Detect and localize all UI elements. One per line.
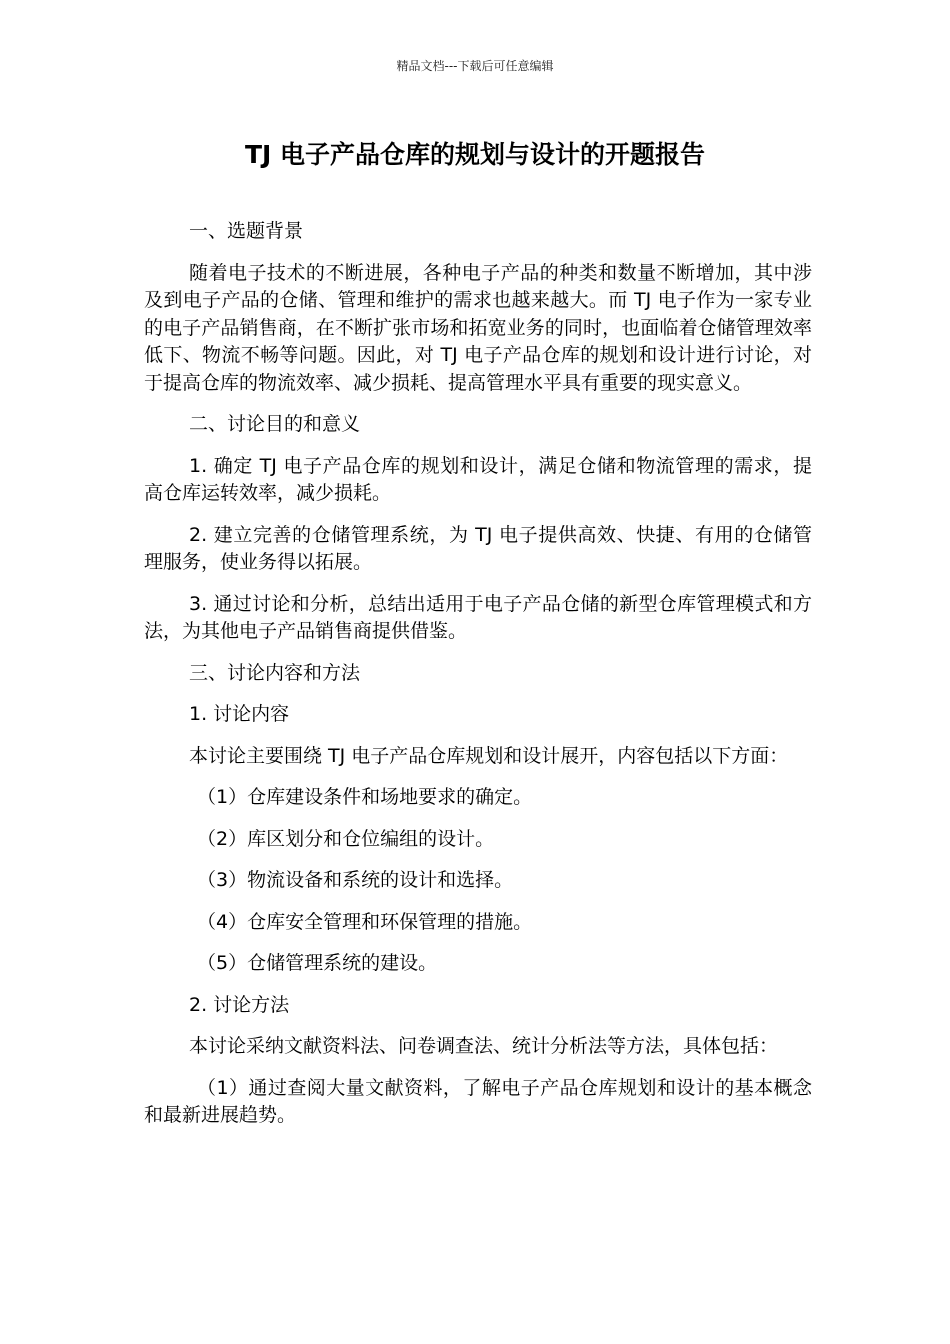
- methods-list-item: （1）通过查阅大量文献资料，了解电子产品仓库规划和设计的基本概念和最新进展趋势。: [144, 1076, 812, 1126]
- section-heading-content-methods: 三、讨论内容和方法: [189, 661, 361, 684]
- subheading-methods: 2. 讨论方法: [189, 993, 290, 1016]
- purpose-item-1: 1. 确定 TJ 电子产品仓库的规划和设计，满足仓储和物流管理的需求，提高仓库运转效率，减少损耗。: [144, 454, 812, 504]
- document-title: TJ 电子产品仓库的规划与设计的开题报告: [244, 140, 706, 169]
- section-heading-purpose: 二、讨论目的和意义: [189, 413, 361, 435]
- content-list-item: （2）库区划分和仓位编组的设计。: [197, 827, 495, 850]
- subheading-content: 1. 讨论内容: [189, 703, 290, 725]
- purpose-item-3: 3. 通过讨论和分析，总结出适用于电子产品仓储的新型仓库管理模式和方法，为其他电子产品销售商提供借鉴。: [144, 592, 812, 642]
- section-heading-background: 一、选题背景: [189, 220, 304, 242]
- content-list-item: （4）仓库安全管理和环保管理的措施。: [197, 910, 533, 933]
- document-body: [144, 218, 812, 1144]
- content-list-item: （5）仓储管理系统的建设。: [197, 952, 438, 974]
- content-list-item: （1）仓库建设条件和场地要求的确定。: [197, 786, 533, 808]
- purpose-item-2: 2. 建立完善的仓储管理系统，为 TJ 电子提供高效、快捷、有用的仓储管理服务，使业务得以拓展。: [144, 523, 812, 573]
- page-header-note: 精品文档---下载后可任意编辑: [396, 59, 554, 73]
- content-list-item: （3）物流设备和系统的设计和选择。: [197, 869, 514, 891]
- background-paragraph: 随着电子技术的不断进展，各种电子产品的种类和数量不断增加，其中涉及到电子产品的仓储、管理和维护的需求也越来越大。而 TJ 电子作为一家专业的电子产品销售商，在不断扩张市场和拓宽业务的同时，也面临着仓储管理效率低下、物流不畅等问题。因此，对 TJ 电子产品仓库的规划和设计进行讨论，对于提高仓库的物流效率、减少损耗、提高管理水平具有重要的现实意义。: [144, 261, 812, 394]
- methods-intro-paragraph: 本讨论采纳文献资料法、问卷调查法、统计分析法等方法，具体包括：: [189, 1035, 779, 1057]
- content-intro-paragraph: 本讨论主要围绕 TJ 电子产品仓库规划和设计展开，内容包括以下方面：: [189, 744, 789, 767]
